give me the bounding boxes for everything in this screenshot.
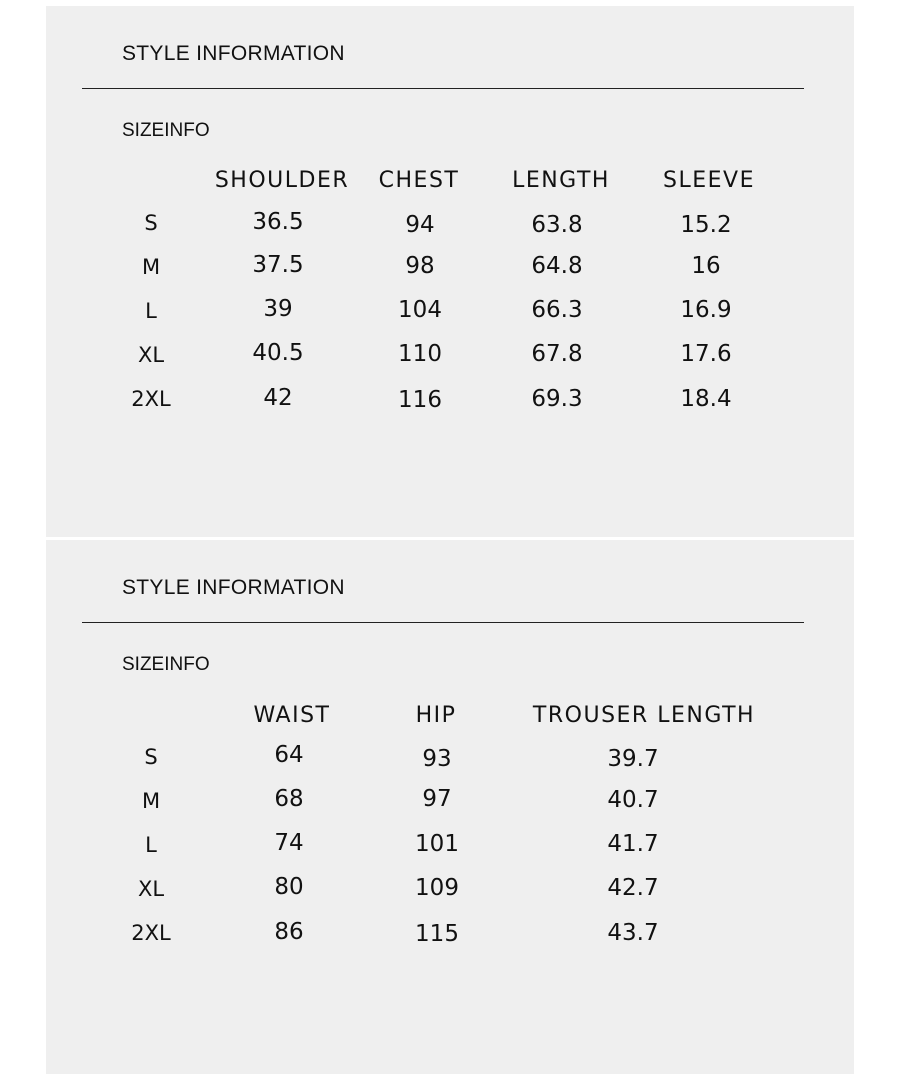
size-label: XL — [137, 877, 165, 901]
trouser-length-value: 41.7 — [607, 831, 659, 857]
sleeve-value: 15.2 — [680, 212, 732, 238]
sleeve-value: 18.4 — [680, 386, 732, 412]
size-label: S — [144, 745, 158, 769]
hip-value: 109 — [415, 875, 459, 901]
waist-value: 64 — [274, 742, 304, 768]
size-label: M — [141, 789, 161, 813]
length-value: 64.8 — [531, 253, 583, 279]
hip-value: 97 — [422, 786, 452, 812]
section-title: STYLE INFORMATION — [122, 42, 345, 65]
waist-value: 74 — [274, 830, 304, 856]
hip-value: 115 — [415, 921, 459, 947]
size-label: 2XL — [131, 387, 171, 411]
size-label: 2XL — [131, 921, 171, 945]
length-value: 67.8 — [531, 341, 583, 367]
trouser-length-value: 42.7 — [607, 875, 659, 901]
divider — [82, 88, 804, 89]
hip-value: 101 — [415, 831, 459, 857]
shoulder-value: 37.5 — [252, 252, 304, 278]
chest-value: 110 — [398, 341, 442, 367]
trouser-length-value: 43.7 — [607, 920, 659, 946]
trouser-length-value: 39.7 — [607, 746, 659, 772]
section-title: STYLE INFORMATION — [122, 576, 345, 599]
sleeve-value: 17.6 — [680, 341, 732, 367]
column-header-trouser-length: TROUSER LENGTH — [532, 703, 756, 728]
sleeve-value: 16 — [691, 253, 721, 279]
size-label: XL — [137, 343, 165, 367]
shoulder-value: 42 — [263, 385, 293, 411]
size-label: L — [145, 833, 157, 857]
column-header-chest: CHEST — [378, 168, 460, 193]
shoulder-value: 40.5 — [252, 340, 304, 366]
hip-value: 93 — [422, 746, 452, 772]
size-label: S — [144, 211, 158, 235]
waist-value: 80 — [274, 874, 304, 900]
waist-value: 68 — [274, 786, 304, 812]
column-header-sleeve: SLEEVE — [663, 168, 755, 193]
column-header-shoulder: SHOULDER — [214, 168, 350, 193]
length-value: 63.8 — [531, 212, 583, 238]
column-header-hip: HIP — [415, 703, 457, 728]
length-value: 69.3 — [531, 386, 583, 412]
sleeve-value: 16.9 — [680, 297, 732, 323]
chest-value: 104 — [398, 297, 442, 323]
trouser-length-value: 40.7 — [607, 787, 659, 813]
column-header-length: LENGTH — [512, 168, 610, 193]
shoulder-value: 39 — [263, 296, 293, 322]
size-label: L — [145, 299, 157, 323]
chest-value: 116 — [398, 387, 442, 413]
size-label: M — [141, 255, 161, 279]
length-value: 66.3 — [531, 297, 583, 323]
sizeinfo-label: SIZEINFO — [122, 654, 210, 675]
chest-value: 98 — [405, 253, 435, 279]
waist-value: 86 — [274, 919, 304, 945]
shoulder-value: 36.5 — [252, 209, 304, 235]
top-size-chart-panel — [46, 6, 854, 537]
chest-value: 94 — [405, 212, 435, 238]
trousers-size-chart-panel — [46, 540, 854, 1074]
divider — [82, 622, 804, 623]
sizeinfo-label: SIZEINFO — [122, 120, 210, 141]
column-header-waist: WAIST — [253, 703, 331, 728]
